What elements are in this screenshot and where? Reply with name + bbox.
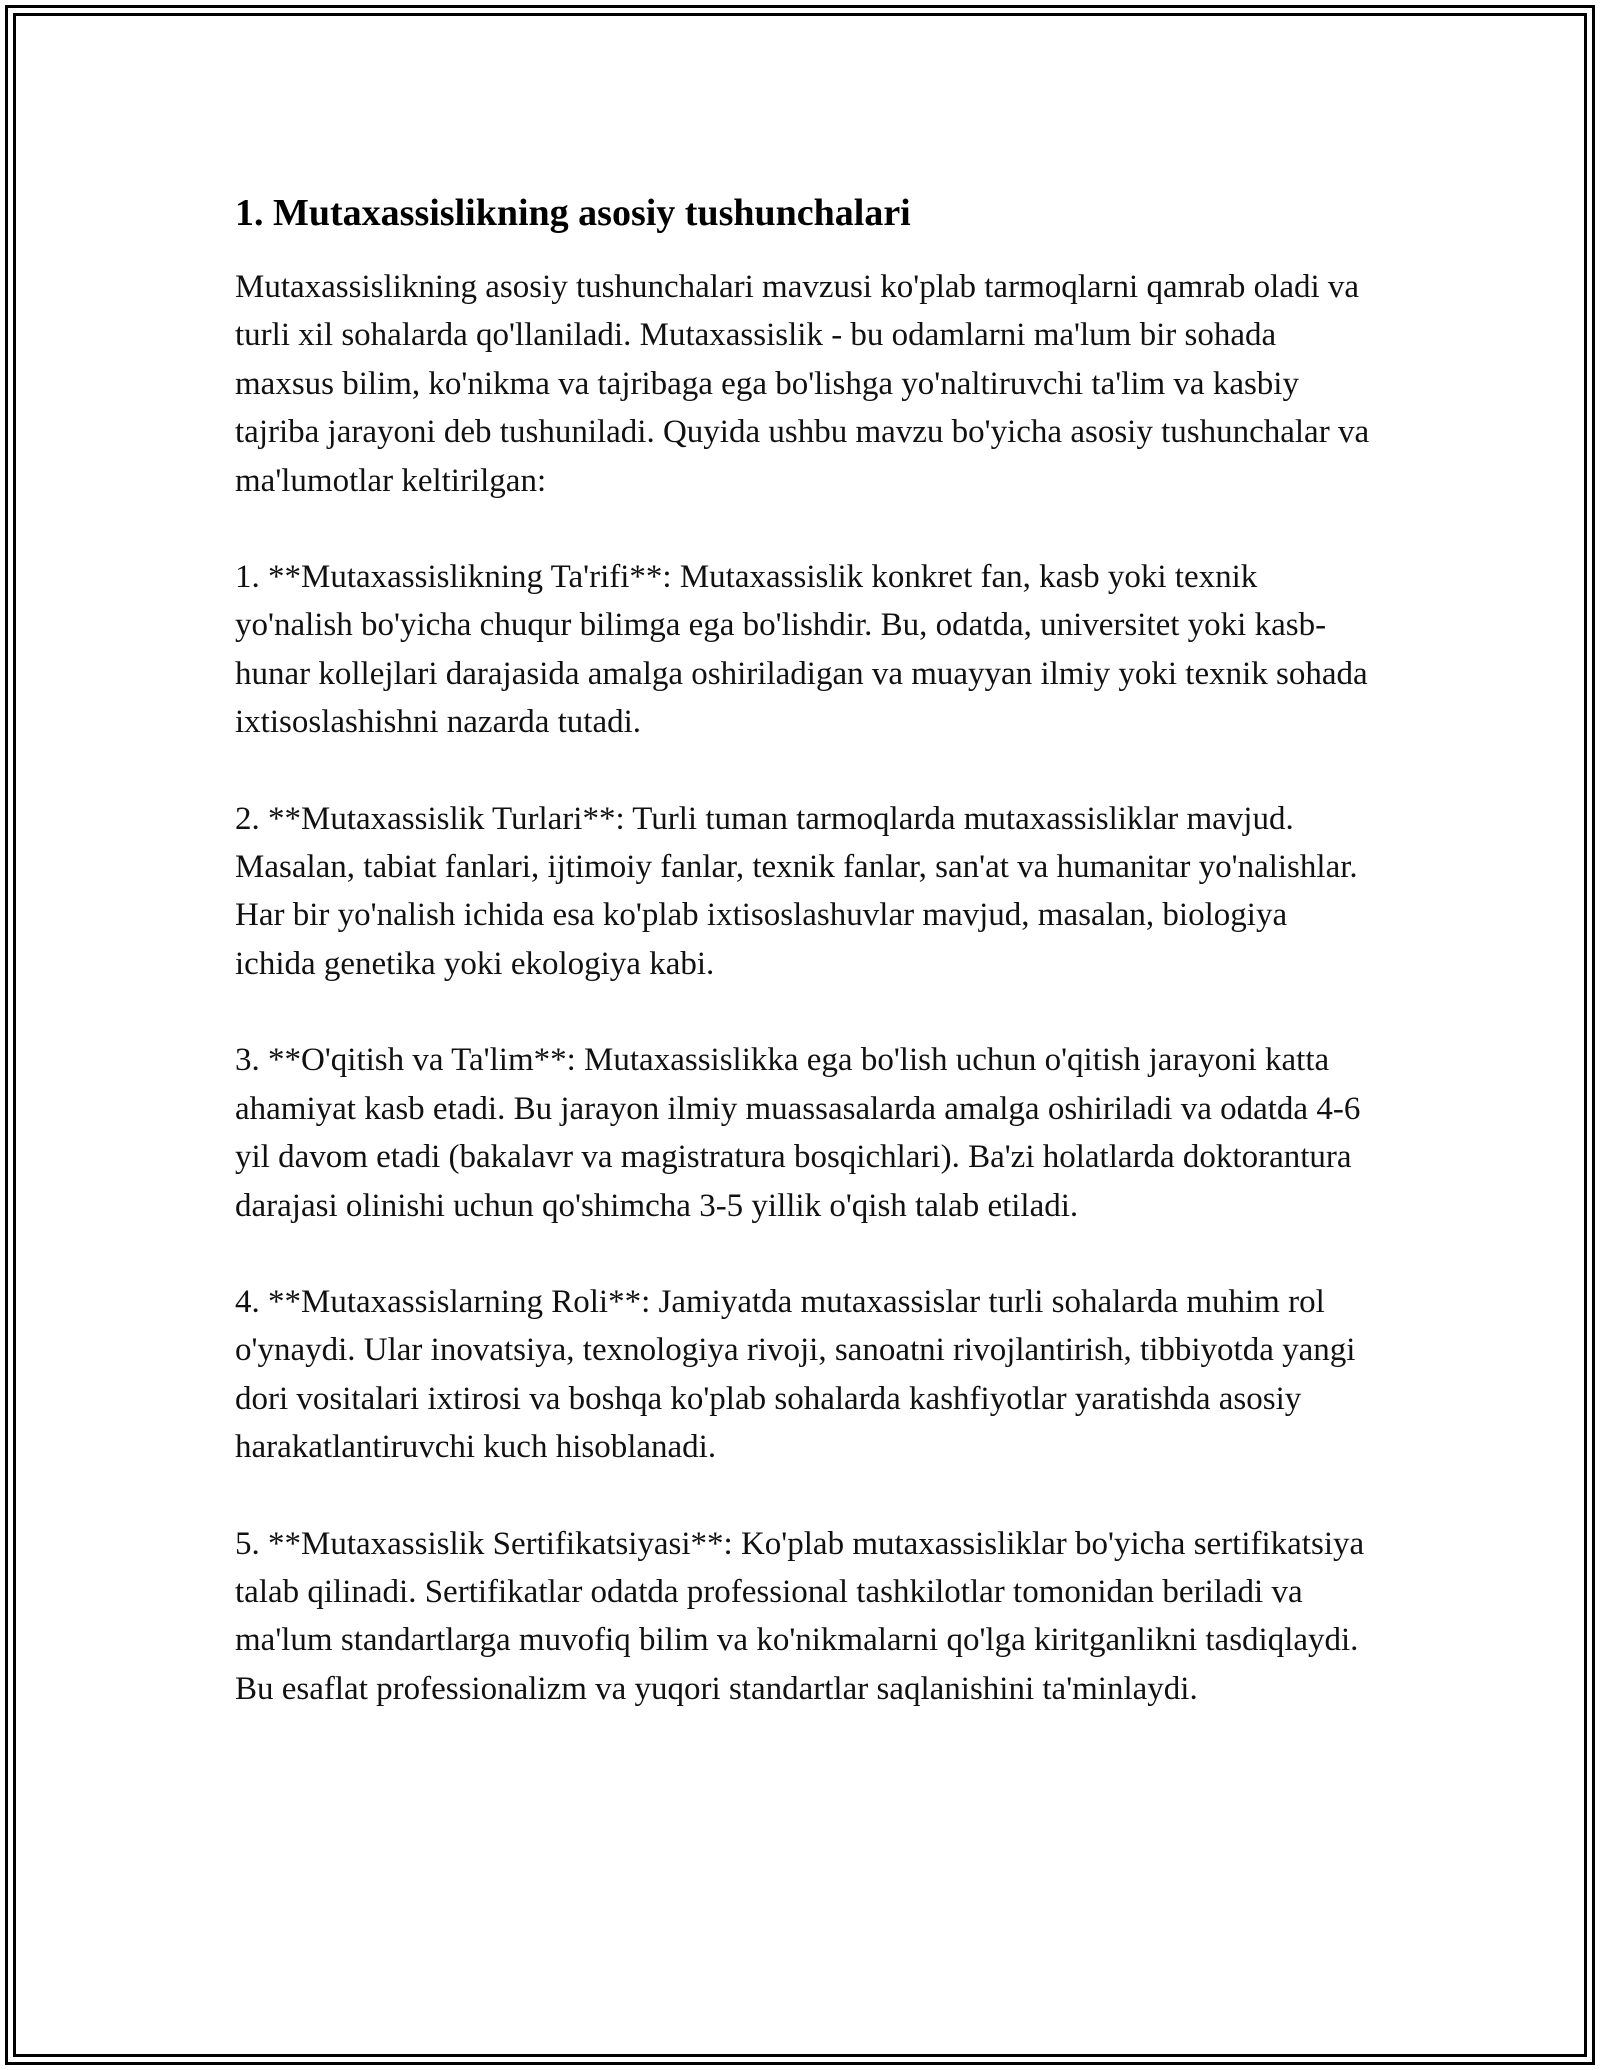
list-item-certification: 5. **Mutaxassislik Sertifikatsiyasi**: Ko'plab mutaxassisliklar bo'yicha sertifikatsiya talab qilinadi. Sertifikatlar odatda professional tashkilotlar tomonidan beriladi va ma'lum standartlarga muvofiq bilim va ko'nikmalarni qo'lga kiritganlikni tasdiqlaydi. Bu esaflat professionalizm va yuqori standartlar saqlanishini ta'minlaydi. [235, 1525, 1365, 1707]
document-body [235, 185, 1375, 1761]
intro-paragraph: Mutaxassislikning asosiy tushunchalari mavzusi ko'plab tarmoqlarni qamrab oladi va turli xil sohalarda qo'llaniladi. Mutaxassislik - bu odamlarni ma'lum bir sohada maxsus bilim, ko'nikma va tajribaga ega bo'lishga yo'naltiruvchi ta'lim va kasbiy tajriba jarayoni deb tushuniladi. Quyida ushbu mavzu bo'yicha asosiy tushunchalar va ma'lumotlar keltirilgan: [235, 269, 1370, 499]
list-item-types: 2. **Mutaxassislik Turlari**: Turli tuman tarmoqlarda mutaxassisliklar mavjud. Masalan, tabiat fanlari, ijtimoiy fanlar, texnik fanlar, san'at va humanitar yo'nalishlar. Har bir yo'nalish ichida esa ko'plab ixtisoslashuvlar mavjud, masalan, biologiya ichida genetika yoki ekologiya kabi. [235, 800, 1358, 982]
list-item-education: 3. **O'qitish va Ta'lim**: Mutaxassislikka ega bo'lish uchun o'qitish jarayoni katta ahamiyat kasb etadi. Bu jarayon ilmiy muassasalarda amalga oshiriladi va odatda 4-6 yil davom etadi (bakalavr va magistratura bosqichlari). Ba'zi holatlarda doktorantura darajasi olinishi uchun qo'shimcha 3-5 yillik o'qish talab etiladi. [235, 1042, 1361, 1224]
document-title: 1. Mutaxassislikning asosiy tushunchalari [235, 192, 911, 234]
list-item-definition: 1. **Mutaxassislikning Ta'rifi**: Mutaxassislik konkret fan, kasb yoki texnik yo'nalish bo'yicha chuqur bilimga ega bo'lishdir. Bu, odatda, universitet yoki kasb-hunar kollejlari darajasida amalga oshiriladigan va muayyan ilmiy yoki texnik sohada ixtisoslashishni nazarda tutadi. [235, 559, 1368, 741]
list-item-role: 4. **Mutaxassislarning Roli**: Jamiyatda mutaxassislar turli sohalarda muhim rol o'ynaydi. Ular inovatsiya, texnologiya rivoji, sanoatni rivojlantirish, tibbiyotda yangi dori vositalari ixtirosi va boshqa ko'plab sohalarda kashfiyotlar yaratishda asosiy harakatlantiruvchi kuch hisoblanadi. [235, 1283, 1356, 1466]
